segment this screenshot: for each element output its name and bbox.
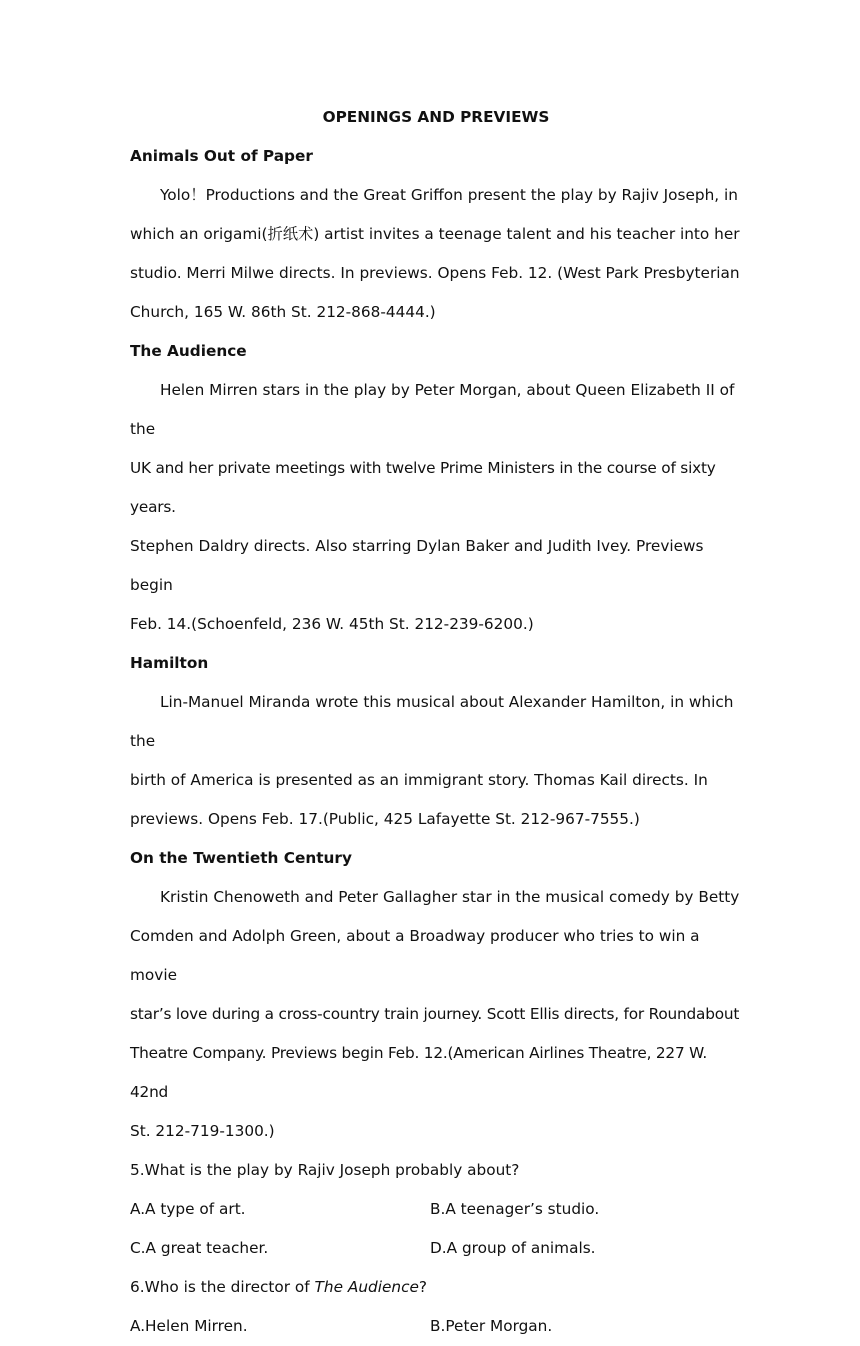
question-6-stem-prefix: 6.Who is the director of [130, 1278, 315, 1296]
body-line: birth of America is presented as an immigrant story. Thomas Kail directs. In [130, 771, 708, 789]
section-body-animals-out-of-paper [130, 176, 742, 332]
section-heading-the-audience: The Audience [130, 342, 247, 360]
question-6-stem-suffix: ? [418, 1278, 428, 1296]
question-6-stem [130, 1268, 742, 1307]
body-line: St. 212-719-1300.) [130, 1122, 275, 1140]
section-heading-animals-out-of-paper: Animals Out of Paper [130, 147, 313, 165]
body-line: which an origami(折纸术) artist invites a teenage talent and his teacher into her [130, 225, 740, 243]
question-5-stem: 5.What is the play by Rajiv Joseph probably about? [130, 1161, 520, 1179]
body-line: Stephen Daldry directs. Also starring Dylan Baker and Judith Ivey. Previews begin [130, 537, 704, 594]
question-6-option-b: B.Peter Morgan. [430, 1317, 553, 1335]
question-5-option-b: B.A teenager’s studio. [430, 1200, 600, 1218]
body-line: star’s love during a cross-country train journey. Scott Ellis directs, for Roundabout [130, 1005, 740, 1023]
question-6-option-a: A.Helen Mirren. [130, 1317, 248, 1335]
question-6-options-row-1 [130, 1307, 742, 1346]
page-title: OPENINGS AND PREVIEWS [322, 108, 550, 126]
question-5-options-row-2 [130, 1229, 742, 1268]
section-body-on-the-twentieth-century [130, 878, 742, 1151]
section-body-the-audience [130, 371, 742, 644]
section-heading-on-the-twentieth-century: On the Twentieth Century [130, 849, 352, 867]
body-line: Feb. 14.(Schoenfeld, 236 W. 45th St. 212-239-6200.) [130, 615, 534, 633]
body-line: Comden and Adolph Green, about a Broadway producer who tries to win a movie [130, 927, 700, 984]
question-5-option-a: A.A type of art. [130, 1200, 246, 1218]
document-page [130, 98, 742, 1346]
body-line: Lin-Manuel Miranda wrote this musical about Alexander Hamilton, in which the [130, 693, 734, 750]
body-line: studio. Merri Milwe directs. In previews. Opens Feb. 12. (West Park Presbyterian [130, 264, 740, 282]
body-line: Yolo！Productions and the Great Griffon present the play by Rajiv Joseph, in [160, 186, 738, 204]
question-5-options-row-1 [130, 1190, 742, 1229]
body-line: previews. Opens Feb. 17.(Public, 425 Lafayette St. 212-967-7555.) [130, 810, 640, 828]
body-line: Kristin Chenoweth and Peter Gallagher star in the musical comedy by Betty [160, 888, 740, 906]
body-line: Theatre Company. Previews begin Feb. 12.(American Airlines Theatre, 227 W. 42nd [130, 1044, 707, 1101]
body-line: UK and her private meetings with twelve Prime Ministers in the course of sixty years. [130, 459, 716, 516]
body-line: Helen Mirren stars in the play by Peter Morgan, about Queen Elizabeth II of the [130, 381, 735, 438]
question-5-option-d: D.A group of animals. [430, 1239, 596, 1257]
section-body-hamilton [130, 683, 742, 839]
question-6-stem-title: The Audience [314, 1278, 419, 1296]
question-5-option-c: C.A great teacher. [130, 1239, 269, 1257]
body-line: Church, 165 W. 86th St. 212-868-4444.) [130, 303, 436, 321]
section-heading-hamilton: Hamilton [130, 654, 209, 672]
